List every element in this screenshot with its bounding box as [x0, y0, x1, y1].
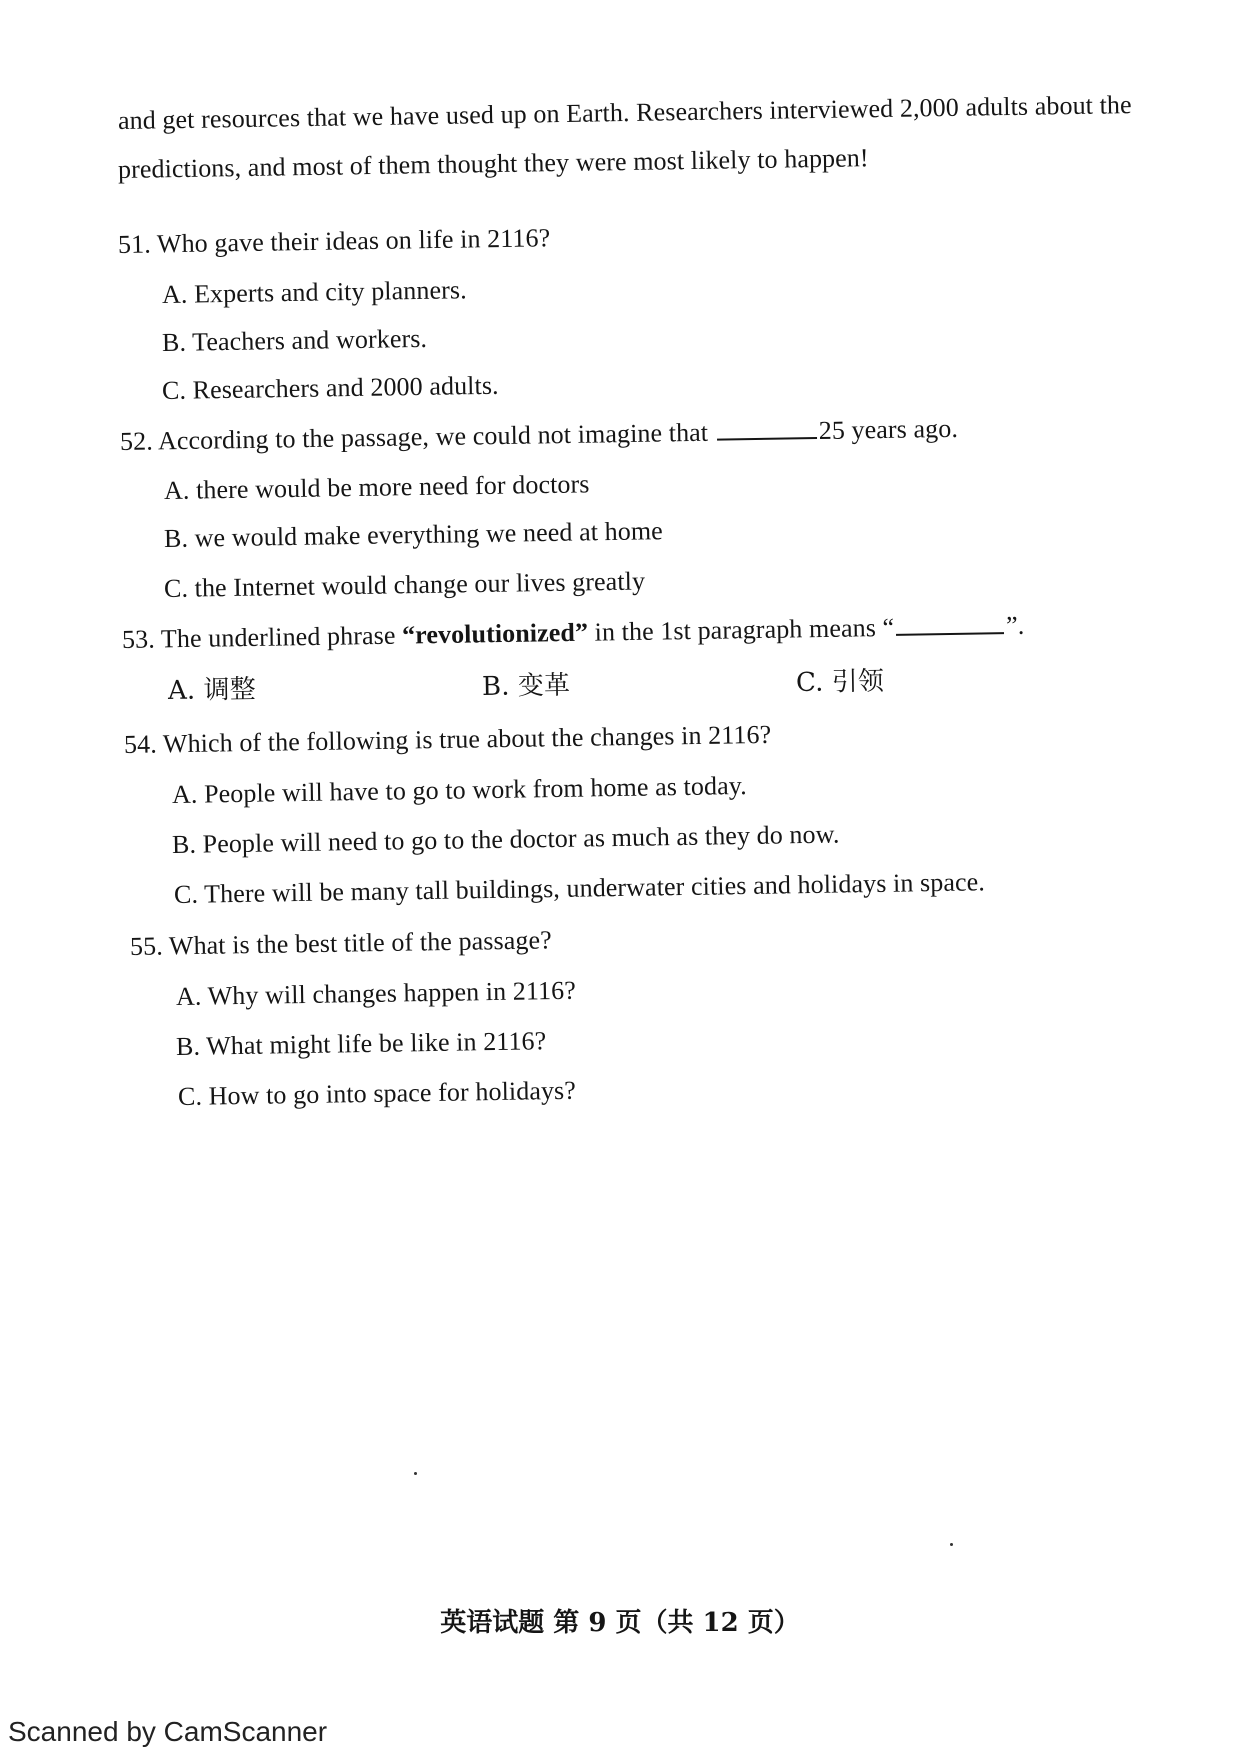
question-54-option-a: A. People will have to go to work from home as today.: [171, 770, 747, 809]
camscanner-watermark: Scanned by CamScanner: [8, 1716, 328, 1747]
question-52-stem: [120, 413, 958, 457]
question-52-stem-end: 25 years ago.: [818, 413, 959, 446]
question-54-option-b: B. People will need to go to the doctor as much as they do now.: [171, 819, 840, 859]
answer-blank: [716, 415, 816, 441]
question-55-option-c: C. How to go into space for holidays?: [177, 1075, 577, 1111]
question-55-option-b: B. What might life be like in 2116?: [175, 1026, 547, 1061]
question-53-option-a: A. 调整: [167, 674, 257, 706]
question-51-stem: 51. Who gave their ideas on life in 2116?: [117, 223, 551, 259]
question-53-stem: [122, 610, 1025, 655]
question-52-option-a: A. there would be more need for doctors: [163, 469, 590, 505]
question-52-stem-start: 52. According to the passage, we could not imagine that: [119, 417, 709, 456]
question-53-option-c: C. 引领: [795, 666, 885, 698]
question-53-stem-start: 53. The underlined phrase: [121, 620, 403, 654]
question-54-stem: 54. Which of the following is true about the changes in 2116?: [123, 719, 772, 759]
question-51-option-b: B. Teachers and workers.: [161, 323, 428, 357]
underlined-phrase: “revolutionized”: [401, 617, 589, 650]
answer-blank: [896, 610, 1004, 636]
passage-line-2: predictions, and most of them thought they were most likely to happen!: [117, 143, 869, 184]
question-52-option-c: C. the Internet would change our lives greatly: [163, 566, 646, 603]
question-52-option-b: B. we would make everything we need at home: [163, 516, 664, 553]
scan-speck: [414, 1472, 417, 1475]
page-footer: 英语试题 第 9 页（共 12 页）: [440, 1608, 800, 1638]
passage-line-1: and get resources that we have used up on Earth. Researchers interviewed 2,000 adults about the: [117, 90, 1132, 135]
question-53-stem-end: ”.: [1005, 610, 1025, 641]
scan-speck: [950, 1543, 953, 1546]
question-54-option-c: C. There will be many tall buildings, underwater cities and holidays in space.: [173, 867, 986, 909]
question-51-option-c: C. Researchers and 2000 adults.: [161, 370, 499, 405]
question-51-option-a: A. Experts and city planners.: [161, 275, 467, 309]
question-53-stem-mid: in the 1st paragraph means “: [587, 612, 895, 647]
question-53-option-b: B. 变革: [481, 670, 571, 702]
question-55-option-a: A. Why will changes happen in 2116?: [175, 975, 577, 1011]
question-55-stem: 55. What is the best title of the passage?: [129, 925, 552, 961]
